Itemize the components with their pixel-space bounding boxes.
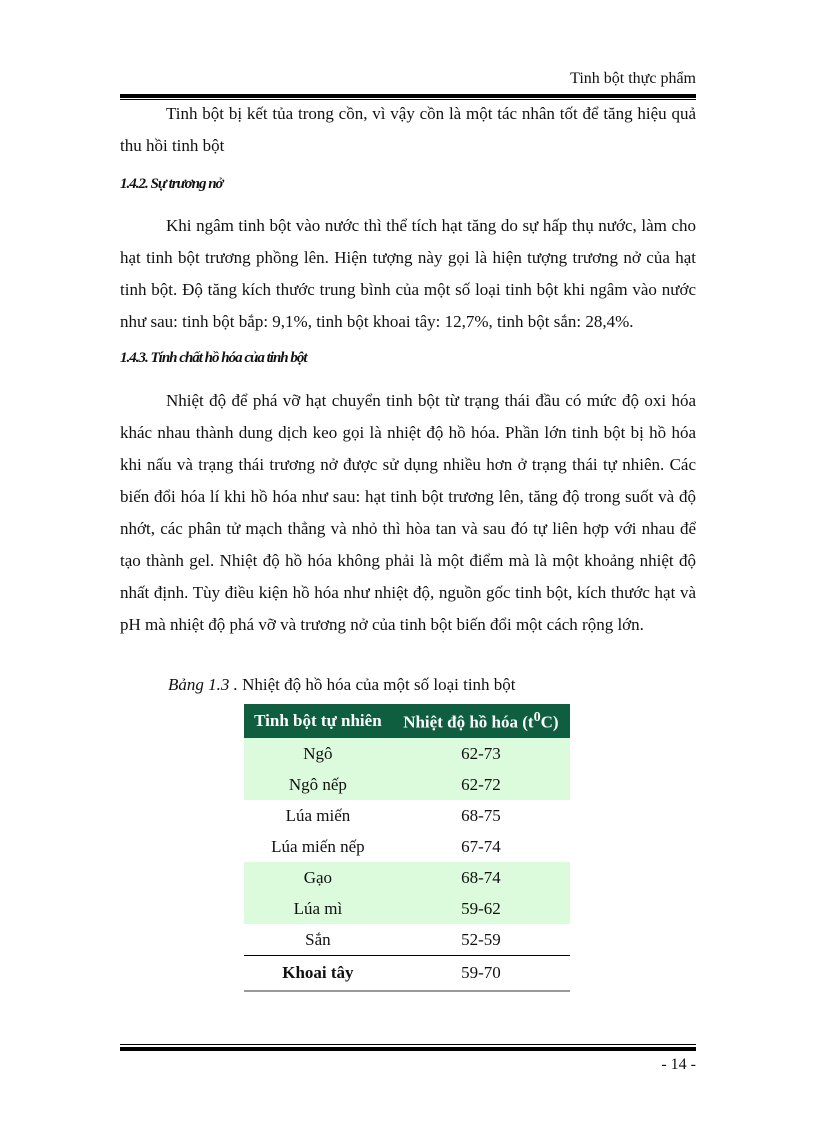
table-cell-temperature: 68-75 [461, 805, 501, 825]
table-cell-temperature: 62-72 [392, 769, 570, 800]
table-row [244, 831, 570, 862]
table-row [244, 924, 570, 956]
table-row [244, 769, 570, 800]
table-header-row [244, 704, 570, 738]
table-cell-starch: Lúa miến nếp [271, 836, 365, 856]
table-cell-temperature: 68-74 [392, 862, 570, 893]
column-header-temperature-sup: 0 [533, 709, 541, 726]
table-cell-starch: Ngô [244, 738, 392, 769]
section-heading-1-4-3: 1.4.3. Tính chất hồ hóa của tinh bột [120, 350, 307, 366]
table-row [244, 956, 570, 992]
table-cell-temperature: 52-59 [461, 929, 501, 949]
table-caption-text: Nhiệt độ hồ hóa của một số loại tinh bột [237, 675, 516, 694]
column-header-temperature [392, 704, 570, 738]
paragraph-intro: Tinh bột bị kết tủa trong cồn, vì vậy cồn là một tác nhân tốt để tăng hiệu quả thu hồi tinh bột [120, 104, 696, 155]
footer-rule-thick [120, 1047, 696, 1051]
table-row [244, 738, 570, 769]
paragraph-swelling: Khi ngâm tinh bột vào nước thì thể tích hạt tăng do sự hấp thụ nước, làm cho hạt tinh bột trương phồng lên. Hiện tượng này gọi là hiện tượng trương nở của hạt tinh bột. Độ tăng kích thước trung bình của một số loại tinh bột khi ngâm vào nước như sau: tinh bột bắp: 9,1%, tinh bột khoai tây: 12,7%, tinh bột sắn: 28,4%. [120, 216, 696, 331]
table-row [244, 893, 570, 924]
table-cell-temperature: 59-70 [392, 956, 570, 992]
table-cell-starch: Sắn [305, 929, 331, 949]
table-cell-temperature: 59-62 [392, 893, 570, 924]
paragraph-gelatinization: Nhiệt độ để phá vỡ hạt chuyển tinh bột từ trạng thái đầu có mức độ oxi hóa khác nhau thành dung dịch keo gọi là nhiệt độ hồ hóa. Phần lớn tinh bột bị hồ hóa khi nấu và trạng thái trương nở được sử dụng nhiều hơn ở trạng thái tự nhiên. Các biến đổi hóa lí khi hồ hóa như sau: hạt tinh bột trương lên, tăng độ trong suốt và độ nhớt, các phân tử mạch thẳng và nhỏ thì hòa tan và sau đó tự liên hợp với nhau để tạo thành gel. Nhiệt độ hồ hóa không phải là một điểm mà là một khoảng nhiệt độ nhất định. Tùy điều kiện hồ hóa như nhiệt độ, nguồn gốc tinh bột, kích thước hạt và pH mà nhiệt độ phá vỡ và trương nở của tinh bột biến đổi một cách rộng lớn. [120, 391, 696, 634]
column-header-starch: Tinh bột tự nhiên [244, 704, 392, 738]
table-caption [168, 675, 516, 695]
table-cell-starch: Ngô nếp [244, 769, 392, 800]
table-cell-starch: Lúa miến [285, 805, 351, 825]
column-header-temperature-suffix: C) [540, 712, 559, 732]
table-cell-temperature: 67-74 [461, 836, 501, 856]
table-row [244, 862, 570, 893]
table-cell-starch: Gạo [244, 862, 392, 893]
section-heading-1-4-2: 1.4.2. Sự trương nở [120, 176, 223, 192]
table-cell-starch: Khoai tây [244, 956, 392, 992]
table-cell-starch: Lúa mì [244, 893, 392, 924]
table-row [244, 800, 570, 831]
page-number: - 14 - [661, 1056, 696, 1073]
table-cell-temperature: 62-73 [392, 738, 570, 769]
column-header-temperature-prefix: Nhiệt độ hồ hóa (t [403, 712, 534, 732]
gelatinization-temperature-table [244, 704, 570, 992]
running-header-title: Tinh bột thực phẩm [570, 70, 696, 87]
footer-rule-thin [120, 1044, 696, 1045]
table-caption-label: Bảng 1.3 . [168, 675, 238, 694]
